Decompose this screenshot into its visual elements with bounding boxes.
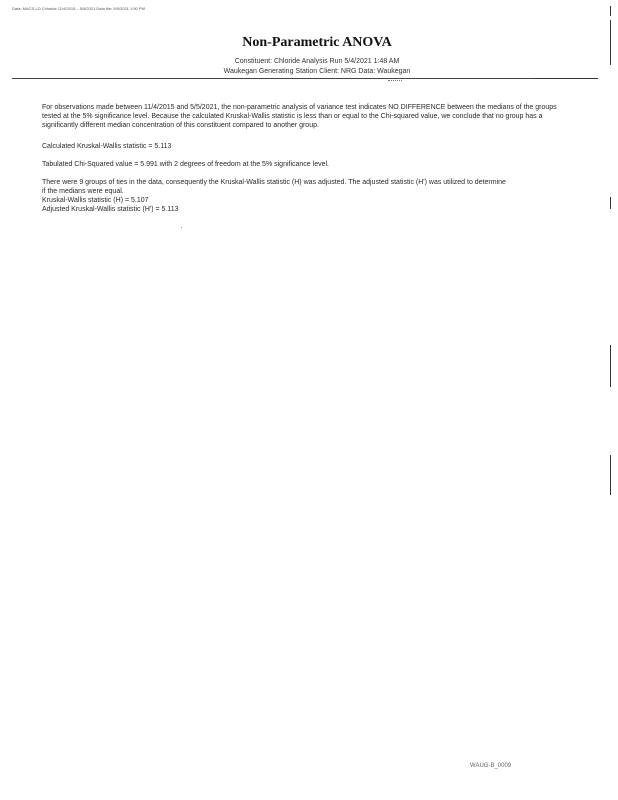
margin-mark [610,6,611,16]
page-title: Non-Parametric ANOVA [242,35,392,50]
conclusion-paragraph: For observations made between 11/4/2015 and 5/5/2021, the non-parametric analysis of variance test indicates NO DIFFERENCE between the medians of the groups tested at the 5% significance level. Because the calculated Kruskal-Wallis statistic is less than or equal to the Chi-squared value, we conclude that no group has a significantly different median concentration of this constituent compared to another group. [42,104,557,129]
document-id: WAUG-B_0009 [470,763,512,769]
margin-mark [610,345,611,387]
stray-mark [181,227,182,228]
header-meta: Data: MACS-LD Chloride 11/4/2015 – 5/5/2021 Data file: 5/5/2021 1:50 PM [12,6,145,11]
header-divider-dots [388,80,402,81]
ties-paragraph [42,178,572,214]
margin-mark [610,197,611,209]
ties-line: Kruskal-Wallis statistic (H) = 5.107 [42,197,149,204]
margin-mark [610,455,611,495]
subtitle-site: Waukegan Generating Station Client: NRG Data: Waukegan [223,68,411,75]
kruskal-wallis-statistic: Calculated Kruskal-Wallis statistic = 5.113 [42,143,172,150]
ties-line: Adjusted Kruskal-Wallis statistic (H') = 5.113 [42,206,179,213]
ties-line: if the medians were equal. [42,188,124,195]
subtitle-analysis: Constituent: Chloride Analysis Run 5/4/2021 1:48 AM [234,58,400,65]
ties-line: There were 9 groups of ties in the data, consequently the Kruskal-Wallis statistic (H) was adjusted. The adjusted statistic (H') was utilized to determine [42,179,506,186]
header-divider-right [533,78,598,79]
header-divider [12,78,598,79]
chi-squared-value: Tabulated Chi-Squared value = 5.991 with 2 degrees of freedom at the 5% significance level. [42,161,329,168]
